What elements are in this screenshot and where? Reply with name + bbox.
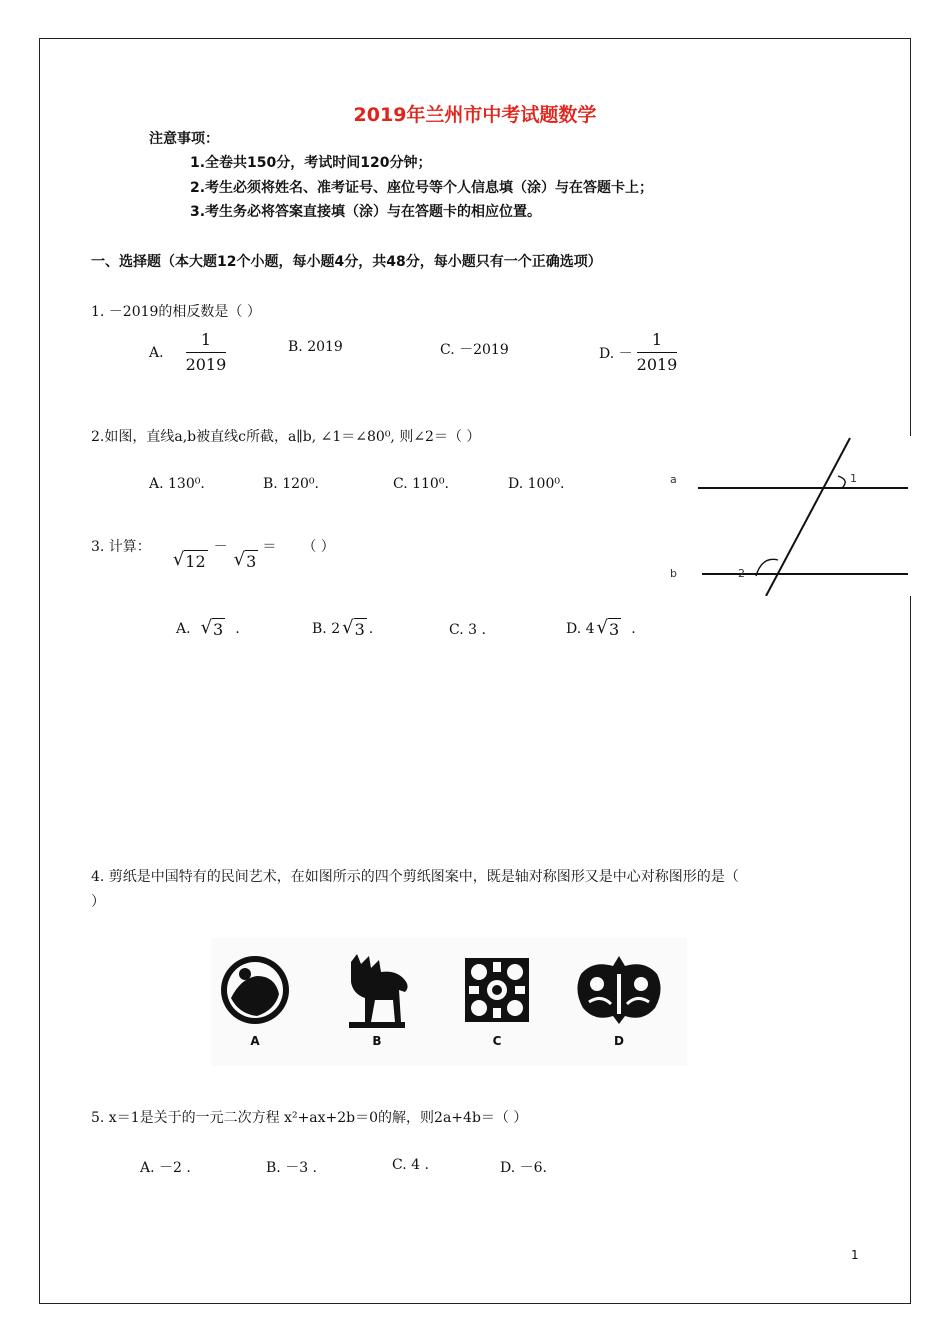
caption-c: C xyxy=(492,1034,502,1048)
q3-b-label: B. 2 xyxy=(312,620,341,637)
notice-item-2: 2.考生必须将姓名、准考证号、座位号等个人信息填（涂）与在答题卡上； xyxy=(190,180,654,196)
q1-option-b: B. 2019 xyxy=(288,339,343,355)
q2-stem: 2.如图，直线a,b被直线c所截，a∥b, ∠1＝∠80⁰, 则∠2＝（ ） xyxy=(91,429,481,445)
q3-sqrt-12: √ 12 xyxy=(172,549,206,571)
label-angle-2: 2 xyxy=(738,567,745,580)
q5-stem: 5. x＝1是关于的一元二次方程 x²+ax+2b＝0的解，则2a+4b＝（ ） xyxy=(91,1110,528,1126)
papercut-c xyxy=(457,950,537,1048)
q1-a-fraction xyxy=(186,330,227,375)
q5-option-c: C. 4 . xyxy=(392,1157,429,1173)
q3-equals: ＝ xyxy=(262,539,277,555)
label-b: b xyxy=(670,567,677,580)
q3-minus: － xyxy=(213,539,228,555)
notice-heading: 注意事项： xyxy=(149,131,219,147)
q2-option-c: C. 110⁰. xyxy=(393,476,449,492)
q4-stem-line1: 4. 剪纸是中国特有的民间艺术，在如图所示的四个剪纸图案中，既是轴对称图形又是中心对称图形的是（ xyxy=(91,869,739,885)
papercut-c-image xyxy=(457,950,537,1032)
q5-option-a: A. －2 . xyxy=(140,1160,191,1176)
q3-d-sqrt: √ 3 xyxy=(596,617,620,639)
papercut-d xyxy=(569,950,669,1048)
q3-b-sqrt: √ 3 xyxy=(342,617,365,639)
papercut-d-image xyxy=(569,950,669,1032)
papercut-b-image xyxy=(339,952,415,1032)
q1-option-d xyxy=(599,330,677,375)
q4-stem-line2: ） xyxy=(91,894,105,910)
caption-a: A xyxy=(250,1034,260,1048)
q3-a-end: . xyxy=(235,620,240,637)
q1-option-a xyxy=(149,330,226,375)
q3-option-a xyxy=(176,618,240,639)
q3-b-end: . xyxy=(368,620,374,637)
q1-d-denominator: 2019 xyxy=(636,355,678,374)
q3-sqrt-3: √ 3 xyxy=(233,549,257,571)
page-title: 2019年兰州市中考试题数学 xyxy=(353,104,597,126)
q5-option-b: B. －3 . xyxy=(266,1160,317,1176)
q1-d-numerator: 1 xyxy=(651,330,663,349)
caption-b: B xyxy=(372,1034,382,1048)
label-a: a xyxy=(670,473,677,486)
q1-option-c: C. －2019 xyxy=(440,342,509,358)
q2-figure xyxy=(654,436,912,596)
q3-d-label: D. 4 xyxy=(566,620,595,637)
q1-d-fraction xyxy=(637,330,678,375)
q3-option-c: C. 3 . xyxy=(449,622,486,638)
papercut-a xyxy=(217,950,293,1048)
q3-prefix: 3. 计算： xyxy=(91,539,151,555)
q1-stem: 1. －2019的相反数是（ ） xyxy=(91,304,261,320)
papercut-b xyxy=(339,952,415,1048)
label-angle-1: 1 xyxy=(850,472,857,485)
q1-a-label: A. xyxy=(149,344,164,361)
q3-a-label: A. xyxy=(176,620,191,637)
q2-option-b: B. 120⁰. xyxy=(263,476,319,492)
q3-stem xyxy=(91,536,335,571)
q3-d-end: . xyxy=(631,620,636,637)
q3-blank: （ ） xyxy=(302,539,335,555)
q1-a-denominator: 2019 xyxy=(185,355,227,374)
q3-option-b xyxy=(312,618,373,639)
q4-papercut-figures xyxy=(211,938,687,1066)
caption-d: D xyxy=(614,1034,624,1048)
notice-item-1: 1.全卷共150分，考试时间120分钟； xyxy=(190,155,432,171)
q2-option-a: A. 130⁰. xyxy=(149,476,205,492)
q2-option-d: D. 100⁰. xyxy=(508,476,565,492)
section-heading: 一、选择题（本大题12个小题，每小题4分，共48分，每小题只有一个正确选项） xyxy=(91,254,602,270)
papercut-a-image xyxy=(217,950,293,1032)
q5-option-d: D. －6. xyxy=(500,1160,547,1176)
q3-option-d xyxy=(566,618,636,639)
q1-a-numerator: 1 xyxy=(200,330,212,349)
notice-item-3: 3.考生务必将答案直接填（涂）与在答题卡的相应位置。 xyxy=(190,204,542,220)
q1-d-label: D. － xyxy=(599,345,633,362)
q3-a-sqrt: √ 3 xyxy=(200,617,224,639)
page-number: 1 xyxy=(851,1248,859,1262)
